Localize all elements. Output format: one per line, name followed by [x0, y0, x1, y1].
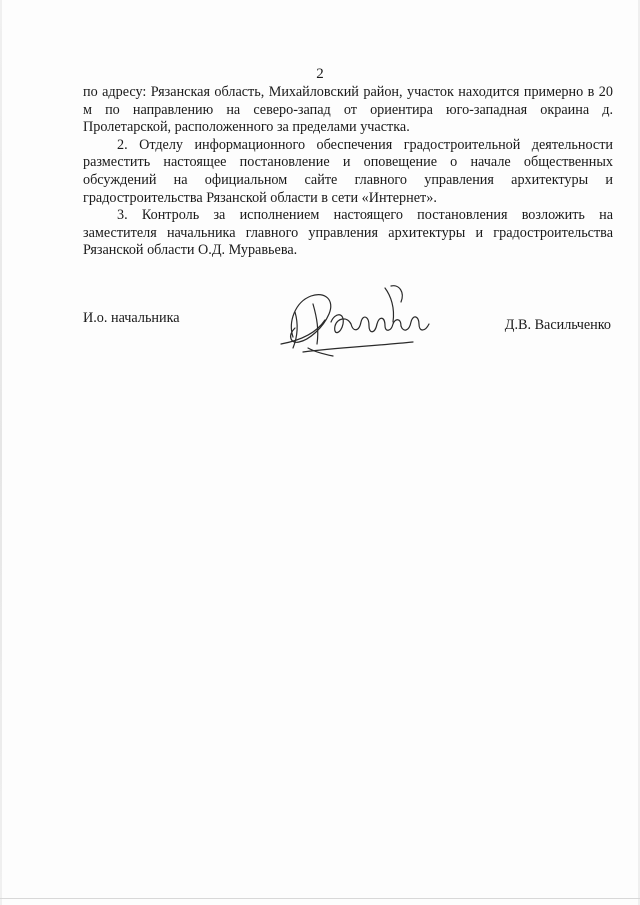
signatory-title: И.о. начальника [83, 310, 180, 326]
scan-left-edge [0, 0, 2, 905]
handwritten-signature [273, 282, 458, 362]
signature-block [83, 282, 613, 382]
document-body [83, 84, 613, 260]
paragraph-address: по адресу: Рязанская область, Михайловский район, участок находится примерно в 20 м по направлению на северо-запад от ориентира юго-западная окраина д. Пролетарской, расположенного за пределами участка. [83, 84, 613, 136]
scan-bottom-edge [0, 898, 640, 899]
signatory-name: Д.В. Васильченко [504, 317, 611, 333]
page-number: 2 [316, 66, 324, 82]
paragraph-item-3: 3. Контроль за исполнением настоящего постановления возложить на заместителя начальника главного управления архитектуры и градостроительства Рязанской области О.Д. Муравьева. [83, 207, 613, 259]
paragraph-item-2: 2. Отделу информационного обеспечения градостроительной деятельности разместить настоящее постановление и оповещение о начале общественных обсуждений на официальном сайте главного управления архитектуры и градостроительства Рязанской области в сети «Интернет». [83, 136, 613, 206]
